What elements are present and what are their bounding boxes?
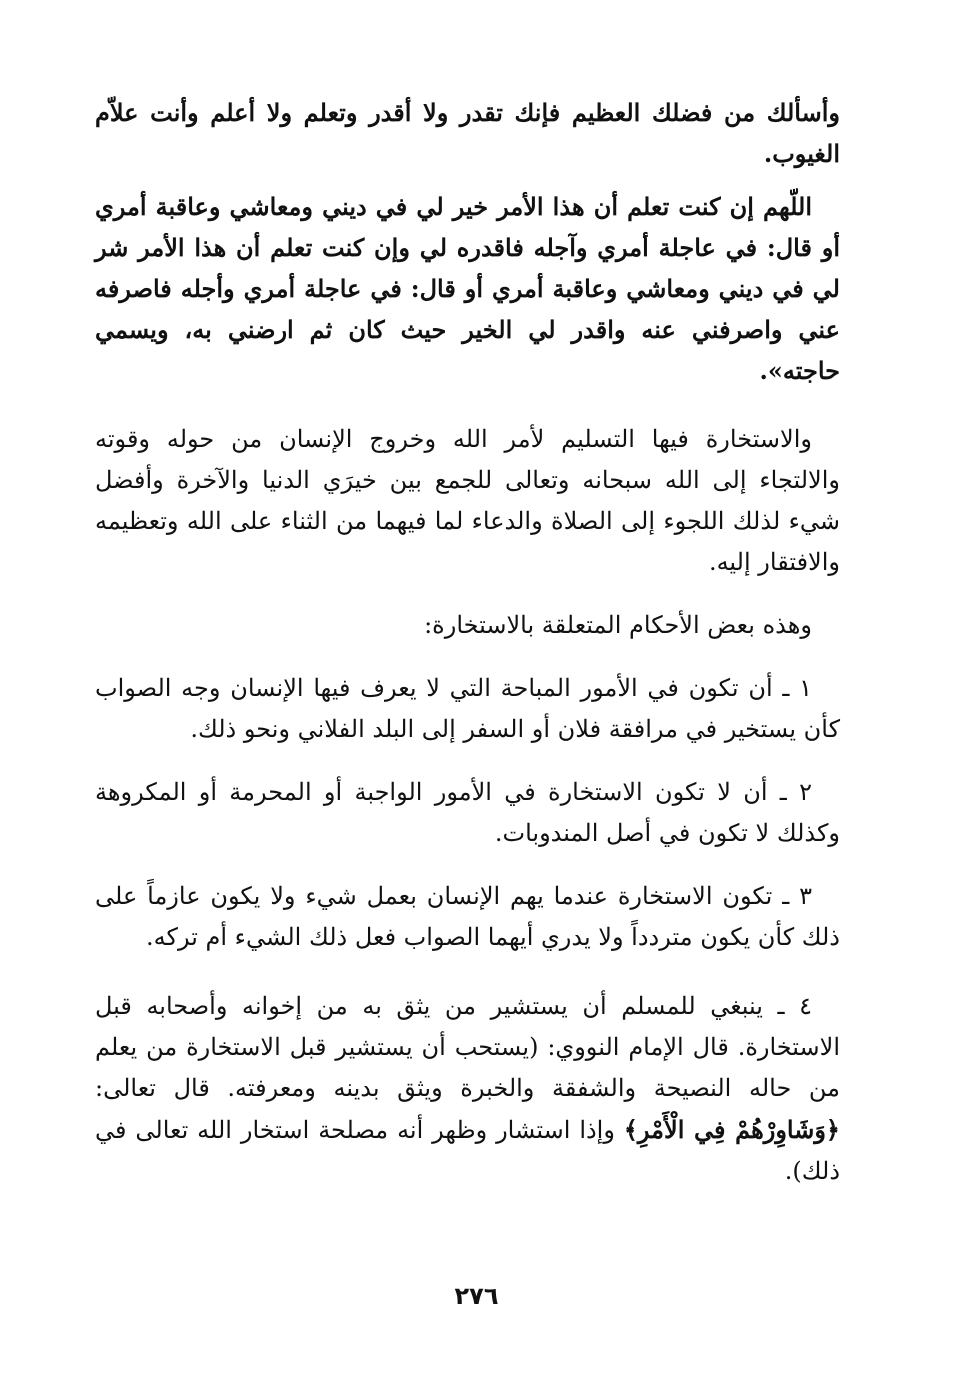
ruling-item-1: ١ ـ أن تكون في الأمور المباحة التي لا يعرف فيها الإنسان وجه الصواب كأن يستخير في مرافقة فلان أو السفر إلى البلد الفلاني ونحو ذلك.: [95, 674, 840, 743]
paragraph-supplication-body: اللّهم إن كنت تعلم أن هذا الأمر خير لي في ديني ومعاشي وعاقبة أمري أو قال: في عاجلة أمري وآجله فاقدره لي وإن كنت تعلم أن هذا الأمر شر لي في ديني ومعاشي وعاقبة أمري أو قال: في عاجلة أمري وأجله فاصرفه عني واصرفني عنه واقدر لي الخير حيث كان ثم ارضني به، ويسمي حاجته».: [95, 192, 840, 385]
ruling-item-3: ٣ ـ تكون الاستخارة عندما يهم الإنسان بعمل شيء ولا يكون عازماً على ذلك كأن يكون متردداً ولا يدري أيهما الصواب فعل ذلك الشيء أم تركه.: [95, 882, 840, 951]
paragraph-rulings-intro: وهذه بعض الأحكام المتعلقة بالاستخارة:: [424, 611, 812, 639]
paragraph-istikhara-meaning: والاستخارة فيها التسليم لأمر الله وخروج الإنسان من حوله وقوته والالتجاء إلى الله سبحانه وتعالى للجمع بين خيرَي الدنيا والآخرة وأفضل شيء لذلك اللجوء إلى الصلاة والدعاء لما فيهما من الثناء على الله وتعظيمه والافتقار إليه.: [95, 425, 840, 576]
text-column: [95, 92, 840, 1192]
ruling-item-2: ٢ ـ أن لا تكون الاستخارة في الأمور الواجبة أو المحرمة أو المكروهة وكذلك لا تكون في أصل المندوبات.: [95, 778, 840, 847]
ruling-item-4-text: ٤ ـ ينبغي للمسلم أن يستشير من يثق به من إخوانه وأصحابه قبل الاستخارة. قال الإمام النووي: (يستحب أن يستشير قبل الاستخارة من يعلم من حاله النصيحة والشفقة والخبرة ويثق بدينه ومعرفته. قال تعالى:: [95, 992, 840, 1102]
quran-verse: ﴿وَشَاوِرْهُمْ فِي الْأَمْرِ﴾: [623, 1115, 840, 1144]
page-number: ٢٧٦: [454, 1282, 499, 1310]
paragraph-closing-supplication: وأسألك من فضلك العظيم فإنك تقدر ولا أقدر وتعلم ولا أعلم وأنت علاّم الغيوب.: [95, 98, 840, 168]
ruling-item-4: [95, 986, 840, 1192]
ruling-item-4-continuation: وإذا استشار وظهر أنه مصلحة استخار الله تعالى في ذلك).: [95, 1116, 840, 1185]
